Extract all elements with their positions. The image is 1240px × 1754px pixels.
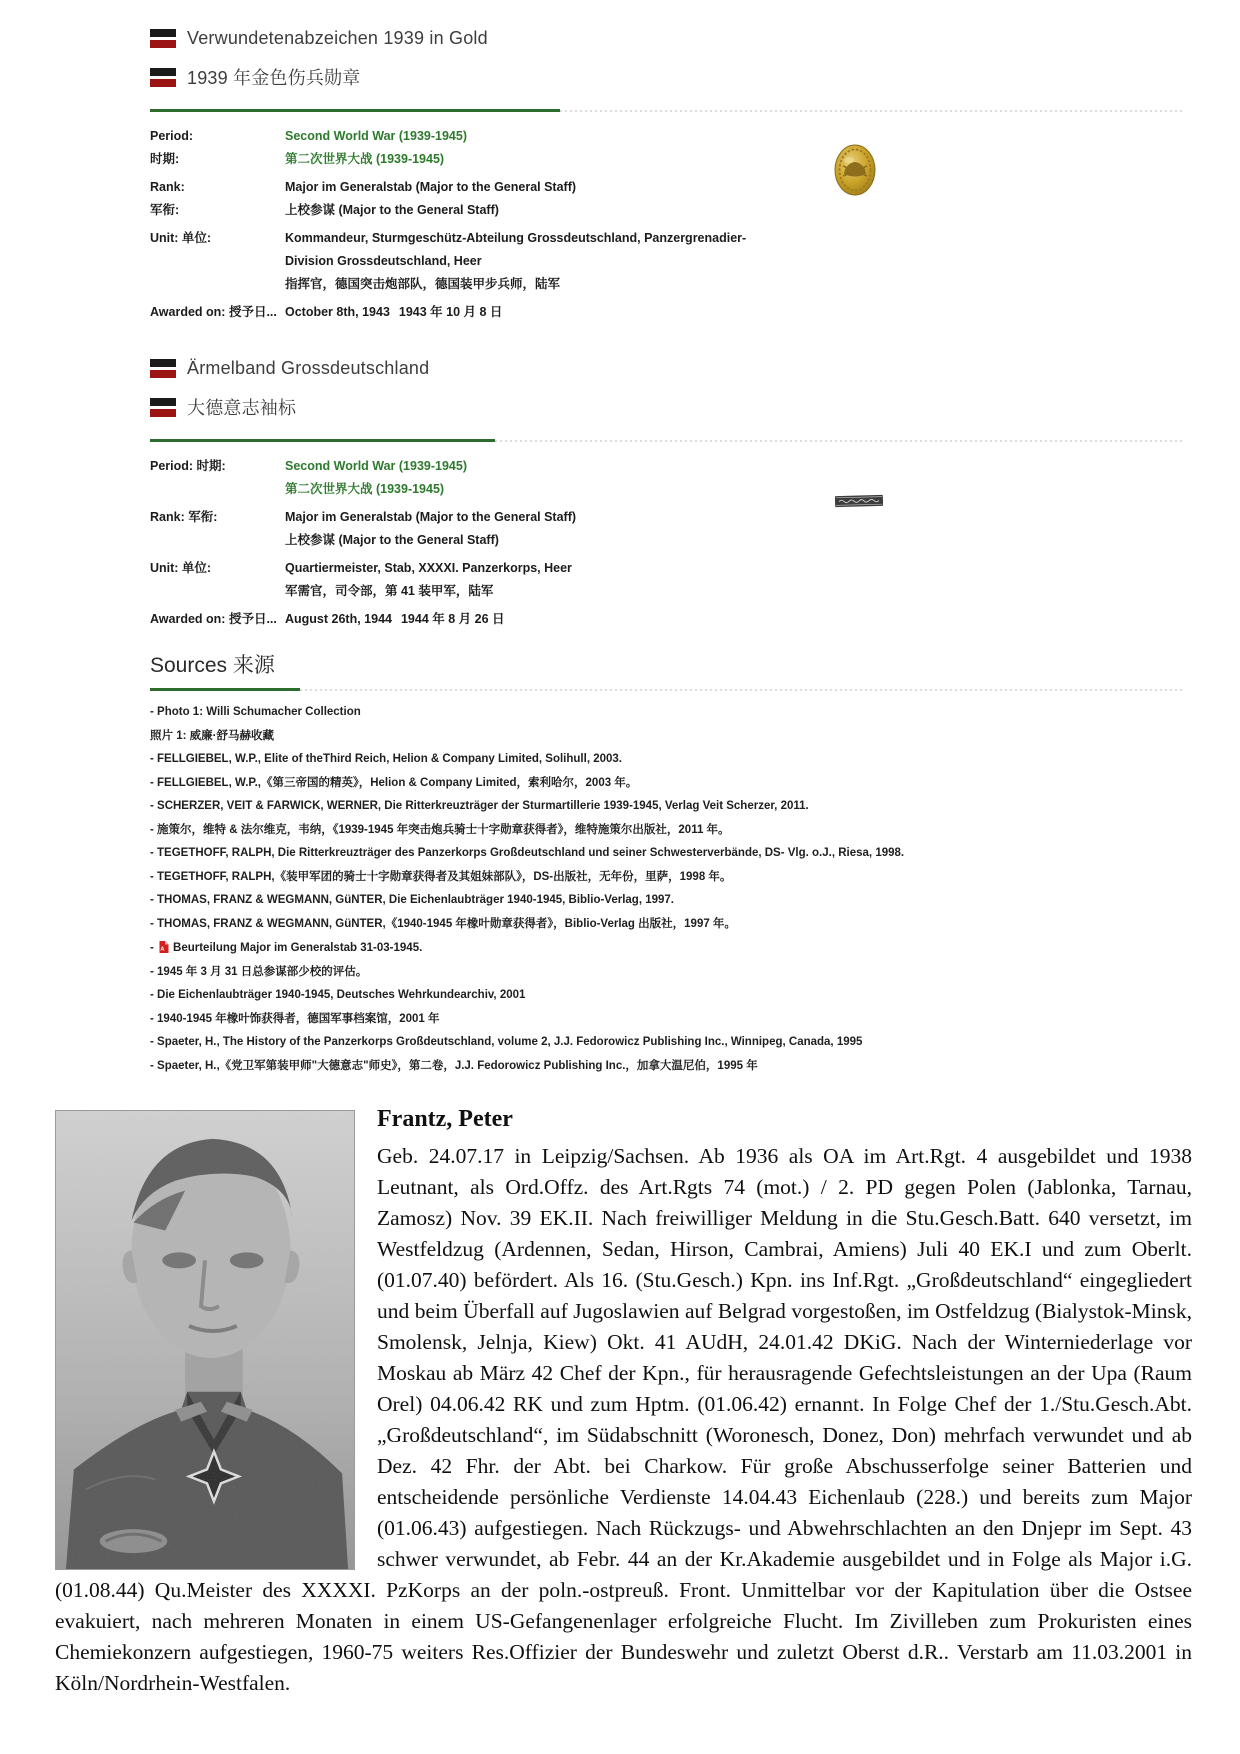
source-item: - 1945 年 3 月 31 日总参谋部少校的评估。 [150, 965, 368, 978]
awards-column [150, 28, 1185, 1083]
german-reich-flag-icon [150, 398, 176, 417]
period-label: Period: 时期: [150, 129, 194, 166]
rank-label: Rank: 军衔: [150, 180, 185, 217]
bio-text: Geb. 24.07.17 in Leipzig/Sachsen. Ab 1936 als OA im Art.Rgt. 4 ausgebildet und 1938 Leutnant, als Ord.Offz. des Art.Rgts 74 (mot.) / 2. PD gegen Polen (Jablonka, Tarnau, Zamosz) Nov. 39 EK.II. Nach freiwilliger Meldung in die Stu.Gesch.Batt. 640 versetzt, im Westfeldzug (Ardennen, Sedan, Hirson, Cambrai, Amiens) Juli 40 EK.I und zum Oberlt. (01.07.40) befördert. Als 16. (Stu.Gesch.) Kpn. ins Inf.Rgt. „Großdeutschland“ eingegliedert und beim Überfall auf Jugoslawien auf Belgrad vorgestoßen, im Ostfeldzug (Bialystok-Minsk, Smolensk, Jelnja, Kiew) Okt. 41 AUdH, 24.01.42 DKiG. Nach der Winterniederlage vor Moskau ab März 42 Chef der Kpn., für herausragende Gefechtsleistungen an der Upa (Raum Orel) 04.06.42 RK und zum Hptm. (01.06.42) ernannt. In Folge Chef der 1./Stu.Gesch.Abt. „Großdeutschland“, im Südabschnitt (Woronesch, Donez, Don) mehrfach verwundet und ab Dez. 42 Fhr. der Abt. bei Charkow. Für große Abschusserfolge seiner Batterien und entscheidende persönliche Verdienste 14.04.43 Eichenlaub (228.) und bereits zum Major (01.06.43) aufgestiegen. Nach Rückzugs- und Abwehrschlachten an den Dnjepr im Sept. 43 schwer verwundet, ab Febr. 44 an der Kr.Akademie ausgebildet und in Folge als Major i.G. (01.08.44) Qu.Meister des XXXXI. PzKorps an der poln.-ostpreuß. Front. Unmittelbar vor der Kapitulation über die Ostsee evakuiert, nach mehreren Monaten in einem US-Gefangenenlager erfolgreiche Flucht. Im Zivilleben zum Prokuristen eines Chemiekonzern aufgestiegen, 1960-75 weiters Res.Offizier der Bundeswehr und zuletzt Oberst d.R.. Verstarb am 11.03.2001 in Köln/Nordrhein-Westfalen. [55, 1144, 1192, 1695]
sources-heading: Sources 来源 [150, 654, 275, 677]
source-item: - Spaeter, H.,《党卫军第装甲师"大德意志"师史》，第二卷，J.J. Fedorowicz Publishing Inc.，加拿大温尼伯，1995 年 [150, 1059, 758, 1072]
section-divider [150, 439, 1185, 442]
period-link-en[interactable]: Second World War (1939-1945) [285, 459, 468, 473]
section-divider [150, 109, 1185, 112]
rank-value: Major im Generalstab (Major to the General Staff) 上校参谋 (Major to the General Staff) [285, 180, 577, 217]
award2-title-de: Ärmelband Grossdeutschland [187, 358, 430, 378]
source-item: - Photo 1: Willi Schumacher Collection [150, 706, 361, 718]
german-reich-flag-icon [150, 29, 176, 48]
award1-title-de: Verwundetenabzeichen 1939 in Gold [187, 28, 488, 48]
source-item: - SCHERZER, VEIT & FARWICK, WERNER, Die Ritterkreuzträger der Sturmartillerie 1939-1945, Verlag Veit Scherzer, 2011. [150, 800, 809, 812]
award2-title-zh: 大德意志袖标 [187, 398, 297, 418]
grossdeutschland-cuffband-photo [835, 493, 883, 508]
pdf-attachment-icon[interactable] [159, 941, 169, 953]
period-value [285, 455, 1185, 501]
german-reich-flag-icon [150, 359, 176, 378]
source-item: - Die Eichenlaubträger 1940-1945, Deutsches Wehrkundearchiv, 2001 [150, 989, 526, 1001]
unit-value: Kommandeur, Sturmgeschütz-Abteilung Grossdeutschland, Panzergrenadier-Division Grossdeutschland, Heer 指挥官，德国突击炮部队，德国装甲步兵师，陆军 [285, 231, 747, 291]
award-section-cuffband [150, 358, 1185, 631]
biography-section [55, 1106, 1192, 1699]
award2-header-de [150, 358, 1185, 379]
awarded-on-value: August 26th, 1944 1944 年 8 月 26 日 [285, 612, 505, 626]
award1-header-zh [150, 64, 1185, 90]
source-item: - TEGETHOFF, RALPH, Die Ritterkreuzträger des Panzerkorps Großdeutschland und seiner Schwesterverbände, DS- Vlg. o.J., Riesa, 1998. [150, 847, 905, 859]
unit-value: Quartiermeister, Stab, XXXXI. Panzerkorps, Heer 军需官，司令部，第 41 装甲军，陆军 [285, 561, 572, 598]
source-item-pdf [150, 941, 1185, 955]
unit-label: Unit: 单位: [150, 561, 212, 575]
rank-value: Major im Generalstab (Major to the General Staff) 上校参谋 (Major to the General Staff) [285, 510, 577, 547]
award2-fields [150, 455, 1185, 631]
period-link-en[interactable]: Second World War (1939-1945) [285, 129, 468, 143]
source-item-dash: - [150, 942, 158, 954]
period-value [285, 125, 1185, 171]
source-item: - FELLGIEBEL, W.P., Elite of theThird Reich, Helion & Company Limited, Solihull, 2003. [150, 753, 622, 765]
awarded-on-label: Awarded on: 授予日... [150, 305, 277, 319]
source-item-text: Beurteilung Major im Generalstab 31-03-1945. [173, 942, 423, 954]
unit-label: Unit: 单位: [150, 231, 212, 245]
source-item: - Spaeter, H., The History of the Panzerkorps Großdeutschland, volume 2, J.J. Fedorowicz Publishing Inc., Winnipeg, Canada, 1995 [150, 1036, 863, 1048]
period-link-zh[interactable]: 第二次世界大战 (1939-1945) [285, 482, 445, 496]
portrait-photo-frantz-peter [55, 1110, 355, 1570]
awarded-on-value: October 8th, 1943 1943 年 10 月 8 日 [285, 305, 503, 319]
bio-name: Frantz, Peter [377, 1106, 513, 1132]
award1-title-zh: 1939 年金色伤兵勋章 [187, 68, 361, 88]
svg-text:A: A [160, 946, 165, 953]
source-item: - 1940-1945 年橡叶饰获得者，德国军事档案馆，2001 年 [150, 1012, 440, 1025]
german-reich-flag-icon [150, 68, 176, 87]
rank-label: Rank: 军衔: [150, 510, 218, 524]
award-section-wound-badge [150, 28, 1185, 324]
source-item: - TEGETHOFF, RALPH,《装甲军团的骑士十字勋章获得者及其姐妹部队》，DS-出版社，无年份，里萨，1998 年。 [150, 870, 732, 883]
sources-section [150, 649, 1185, 1073]
period-link-zh[interactable]: 第二次世界大战 (1939-1945) [285, 152, 445, 166]
source-item: 照片 1: 威廉·舒马赫收藏 [150, 729, 274, 742]
source-item: - THOMAS, FRANZ & WEGMANN, GüNTER, Die Eichenlaubträger 1940-1945, Biblio-Verlag, 1997. [150, 894, 674, 906]
source-item: - THOMAS, FRANZ & WEGMANN, GüNTER,《1940-1945 年橡叶勋章获得者》，Biblio-Verlag 出版社，1997 年。 [150, 917, 736, 930]
source-item: - 施策尔，维特 & 法尔维克，韦纳，《1939-1945 年突击炮兵骑士十字勋章获得者》，维特施策尔出版社，2011 年。 [150, 823, 730, 836]
section-divider [150, 688, 1185, 691]
awarded-on-label: Awarded on: 授予日... [150, 612, 277, 626]
period-label: Period: 时期: [150, 459, 226, 473]
award1-fields [150, 125, 1185, 324]
award1-header-de [150, 28, 1185, 49]
wound-badge-gold-photo [833, 143, 877, 199]
source-item: - FELLGIEBEL, W.P.,《第三帝国的精英》，Helion & Company Limited，索利哈尔，2003 年。 [150, 776, 638, 789]
award2-header-zh [150, 394, 1185, 420]
